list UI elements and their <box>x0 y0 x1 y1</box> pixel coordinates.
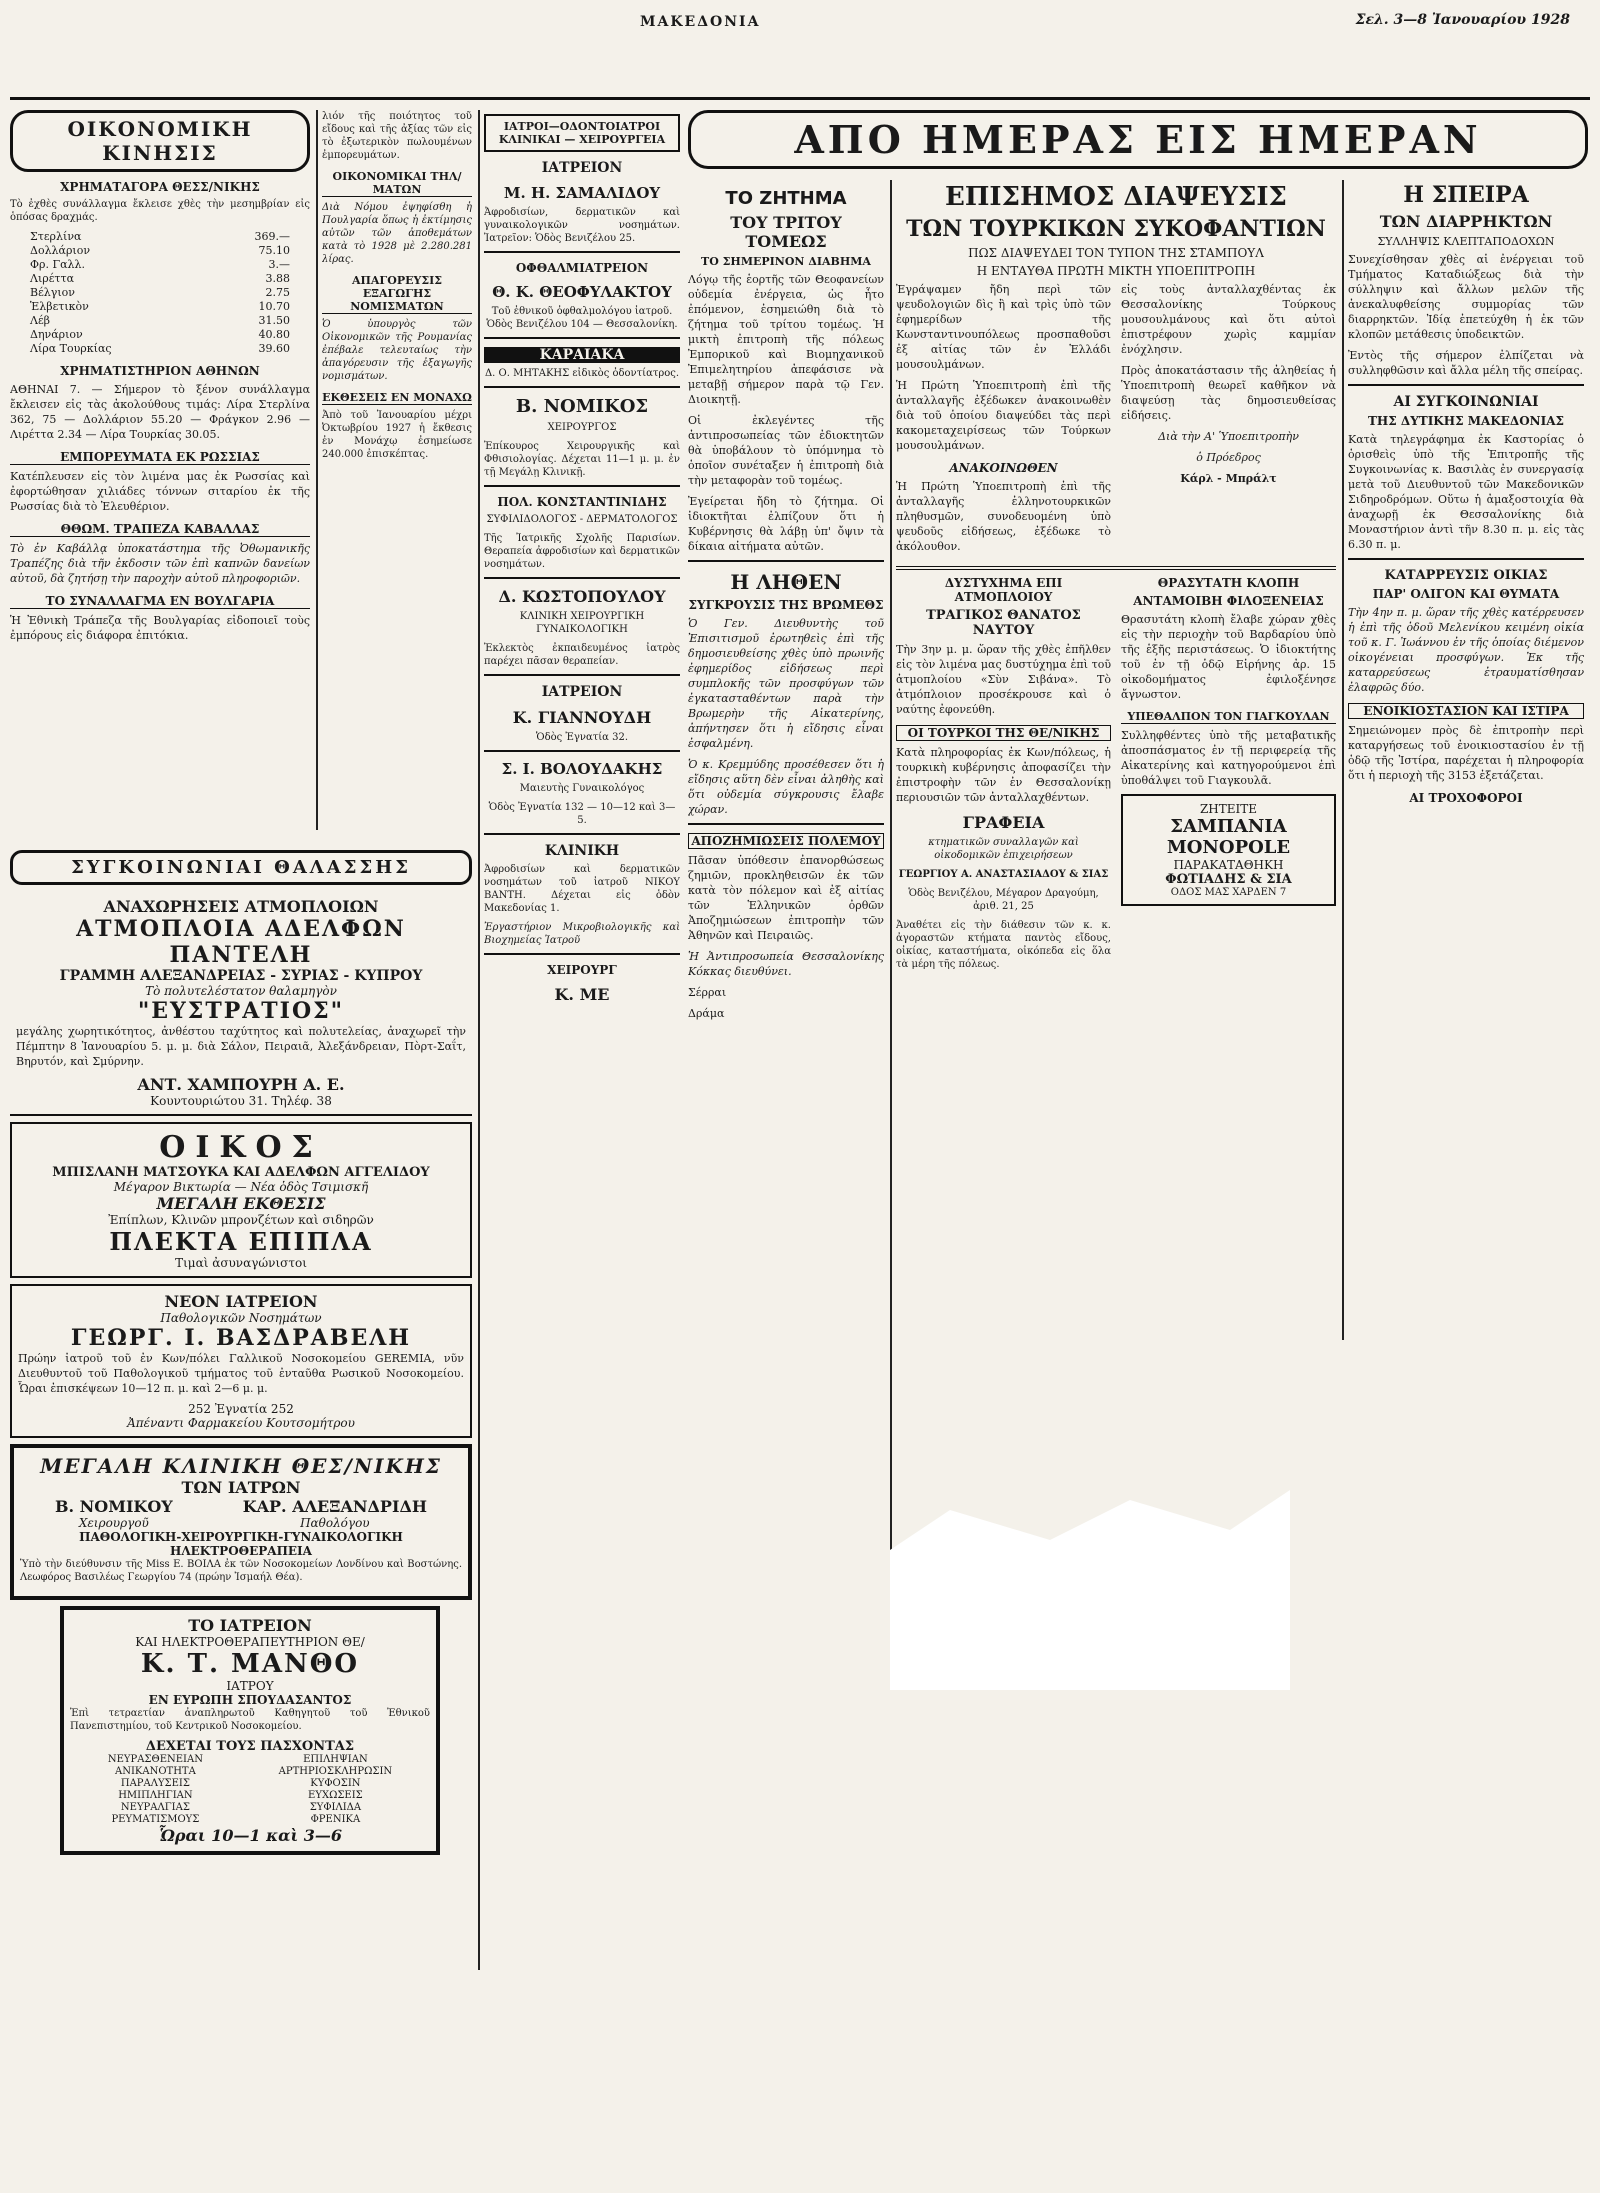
big-clinic-heading: ΜΕΓΑΛΗ ΚΛΙΝΙΚΗ ΘΕΣ/ΝΙΚΗΣ <box>40 1454 442 1478</box>
sign-line3: Κάρλ - Μπράλτ <box>1180 472 1277 485</box>
ship-heading2: ΤΡΑΓΙΚΟΣ ΘΑΝΑΤΟΣ ΝΑΥΤΟΥ <box>926 608 1081 638</box>
doc2-name: ΚΑΡ. ΑΛΕΞΑΝΔΡΙΔΗ <box>242 1497 427 1516</box>
konst-role: ΣΥΦΙΛΙΔΟΛΟΓΟΣ - ΔΕΡΜΑΤΟΛΟΓΟΣ <box>486 514 678 525</box>
gang-heading3: ΣΥΛΛΗΨΙΣ ΚΛΕΠΤΑΠΟΔΟΧΩΝ <box>1377 235 1555 248</box>
house-address: Μέγαρον Βικτωρία — Νέα ὁδὸς Τσιμισκῆ <box>113 1180 369 1194</box>
russia-text: Κατέπλευσεν εἰς τὸν λιμένα μας ἐκ Ρωσσίας καὶ ἐφορτώθησαν χιλιάδες τόννων σιταρίου ἐκ τῆς Ρωσσίας διὰ τὸ Ἐλευθέριον. <box>10 470 310 513</box>
gang-text1: Συνεχίσθησαν χθὲς αἱ ἐνέργειαι τοῦ Τμήματος Καταδιώξεως διὰ τὴν σύλληψιν καὶ ἄλλων μελῶν τῆς ἀνεκαλυφθείσης συμμορίας τῶν διαρρηκτῶν. Ἰδίᾳ ἐπετεύχθη ἡ ἐκ τῶν κλοπῶν μετάθεσις ὑποδεικτῶν. <box>1348 253 1584 341</box>
champ-4: ΦΩΤΙΑΔΗΣ & ΣΙΑ <box>1165 872 1292 887</box>
kosto-role: ΚΛΙΝΙΚΗ ΧΕΙΡΟΥΡΓΙΚΗ ΓΥΝΑΙΚΟΛΟΓΙΚΗ <box>519 611 645 635</box>
champ-2: MONOPOLE <box>1166 837 1291 858</box>
rate-row: Δηνάριον 40.80 <box>30 328 290 341</box>
collapse-heading2: ΠΑΡ' ΟΛΙΓΟΝ ΚΑΙ ΘΥΜΑΤΑ <box>1372 587 1560 601</box>
agency-heading: ΑΝΑΧΩΡΗΣΕΙΣ ΑΤΜΟΠΛΟΙΩΝ <box>103 897 379 916</box>
section-title-economy: ΟΙΚΟΝΟΜΙΚΗ ΚΙΝΗΣΙΣ <box>10 110 310 172</box>
big-clinic-specialties: ΠΑΘΟΛΟΓΙΚΗ-ΧΕΙΡΟΥΡΓΙΚΗ-ΓΥΝΑΙΚΟΛΟΓΙΚΗ ΗΛΕΚΤΡΟΘΕΡΑΠΕΙΑ <box>79 1530 403 1558</box>
ship-heading1: ΔΥΣΤΥΧΗΜΑ ΕΠΙ ΑΤΜΟΠΛΟΙΟΥ <box>944 576 1063 604</box>
manth-sub: ΚΑΙ ΗΛΕΚΤΡΟΘΕΡΑΠΕΥΤΗΡΙΟΝ ΘΕ/ <box>135 1635 365 1649</box>
market-intro: Τὸ ἐχθὲς συνάλλαγμα ἔκλεισε χθὲς τὴν μεσημβρίαν εἰς ὁπόσας δραχμάς. <box>10 199 310 223</box>
rent-heading: ΕΝΟΙΚΙΟΣΤΑΣΙΟΝ ΚΑΙ ΙΣΤΙΡΑ <box>1348 703 1584 719</box>
column-sector <box>688 180 884 1680</box>
new-clinic-name: ΓΕΩΡΓ. Ι. ΒΑΣΔΡΑΒΕΛΗ <box>70 1325 412 1351</box>
intro-text: λιόν τῆς ποιότητος τοῦ εἴδους καὶ τῆς ἀξίας τῶν εἰς τὸ ἐξωτερικὸν πωλουμένων ἐμπορευμάτων. <box>322 111 472 161</box>
sign-line2: ὁ Πρόεδρος <box>1196 451 1261 464</box>
offices-text: Ἀναθέτει εἰς τὴν διάθεσιν τῶν κ. κ. ἀγοραστῶν κτήματα παντὸς εἴδους, οἰκίας, καταστήματα, οἰκόπεδα εἰς ὅλα τὰ μέρη τῆς πόλεως. <box>896 920 1111 970</box>
war-text3: Σέρραι <box>688 986 727 999</box>
big-clinic-ad <box>10 1444 472 1600</box>
sector-heading1: ΤΟ ΖΗΤΗΜΑ <box>725 188 847 209</box>
denial-text1: Ἐγράψαμεν ἤδη περὶ τῶν ψευδολογιῶν δὶς ἢ καὶ τρὶς ὑπὸ τῶν ἐφημερίδων τῆς Κωνσταντινουπόλεως προσπαθοῦσι ἐξ αἰτίας τῶν ἐν Ἑλλάδι μουσουλμάνων. <box>896 283 1111 371</box>
champ-5: ΟΔΟΣ ΜΑΣ ΧΑΡΔΕΝ 7 <box>1170 887 1287 898</box>
denial-sub2: Η ΕΝΤΑΥΘΑ ΠΡΩΤΗ ΜΙΚΤΗ ΥΠΟΕΠΙΤΡΟΠΗ <box>976 264 1256 278</box>
agent-address: Κουντουριώτου 31. Τηλέφ. 38 <box>150 1094 332 1108</box>
ophth-heading: ΟΦΘΑΛΜΙΑΤΡΕΙΟΝ <box>515 261 649 275</box>
house-price: Τιμαὶ ἀσυναγώνιστοι <box>175 1256 307 1270</box>
volou-text: Ὁδὸς Ἐγνατία 132 — 10—12 καὶ 3—5. <box>488 802 676 826</box>
tram-heading: ΑΙ ΤΡΟΧΟΦΟΡΟΙ <box>1409 791 1523 805</box>
manth-heading: ΤΟ ΙΑΤΡΕΙΟΝ <box>188 1616 312 1635</box>
klinik-heading: ΚΛΙΝΙΚΗ <box>544 843 620 859</box>
daily-banner <box>688 110 1588 170</box>
market-heading: ΧΡΗΜΑΤΑΓΟΡΑ ΘΕΣΣ/ΝΙΚΗΣ <box>60 180 260 194</box>
champagne-ad <box>1121 794 1336 906</box>
volou-role: Μαιευτὴς Γυναικολόγος <box>519 783 645 794</box>
newspaper-page <box>10 10 1590 2183</box>
house-big: ΠΛΕΚΤΑ ΕΠΙΠΛΑ <box>109 1227 373 1256</box>
ophth-text: Τοῦ ἐθνικοῦ ὀφθαλμολόγου ἰατροῦ. Ὁδὸς Βενιζέλου 104 — Θεσσαλονίκη. <box>486 306 678 330</box>
new-clinic-ad <box>10 1284 472 1438</box>
collapse-text: Τὴν 4ην π. μ. ὥραν τῆς χθὲς κατέρρευσεν ἡ ἐπὶ τῆς ὁδοῦ Μελενίκου κειμένη οἰκία τοῦ κ. Γ. Ἰωάννου ἐν τῆς ὁποίας διέμενον οἰκογένειαι προσφύγων. Ἐκ τῆς καταρρεύσεως ἐτραυματίσθησαν ἐλαφρῶς δύο. <box>1348 606 1584 694</box>
manth-education: ΕΝ ΕΥΡΩΠΗ ΣΠΟΥΔΑΣΑΝΤΟΣ <box>148 1693 352 1707</box>
column-divider <box>1342 180 1344 1340</box>
sector-text1: Λόγῳ τῆς ἑορτῆς τῶν Θεοφανείων οὐδεμία ἐνέργεια, ὡς ἦτο ἐπόμενον, ἐσημειώθη διὰ τὸ ζήτημα τοῦ τρίτου τομέως. Ἡ μικτὴ ἐπιτροπὴ τῆς πόλεως Ἐμπορικοῦ καὶ Βιομηχανικοῦ Ἐπιμελητηρίου ἀπεφάσισε νὰ μεταβῇ σήμερον παρὰ τῷ Γεν. Διοικητῇ. <box>688 273 884 406</box>
gang-heading2: ΤΩΝ ΔΙΑΡΡΗΚΤΩΝ <box>1379 212 1553 231</box>
manth-hours: Ὧραι 10—1 καὶ 3—6 <box>157 1826 343 1845</box>
sector-heading3: ΤΟ ΣΗΜΕΡΙΝΟΝ ΔΙΑΒΗΜΑ <box>701 255 871 268</box>
issue-date: Σελ. 3—8 Ἰανουαρίου 1928 <box>1355 12 1570 28</box>
comm-heading1: ΑΙ ΣΥΓΚΟΙΝΩΝΙΑΙ <box>1393 394 1539 410</box>
bank-heading: ΘΘΩΜ. ΤΡΑΠΕΖΑ ΚΑΒΑΛΛΑΣ <box>10 522 310 537</box>
sea-heading: ΣΥΓΚΟΙΝΩΝΙΑΙ ΘΑΛΑΣΣΗΣ <box>10 850 472 885</box>
manth-name: Κ. Τ. ΜΑΝΘΟ <box>140 1649 360 1679</box>
forbid-text: Ὁ ὑπουργὸς τῶν Οἰκονομικῶν τῆς Ρουμανίας ἐπέβαλε τελευταίως τὴν ἀπαγόρευσιν τῆς ἐξαγωγῆς νομισμάτων. <box>322 319 472 382</box>
new-clinic-address: 252 Ἐγνατία 252 <box>188 1402 294 1416</box>
torn-paper-area <box>890 1490 1290 1690</box>
agency-ad <box>10 891 472 1116</box>
konst-name: ΠΟΛ. ΚΟΝΣΤΑΝΤΙΝΙΔΗΣ <box>497 495 667 509</box>
column-gang <box>1348 180 1584 1350</box>
lethe-heading2: ΣΥΓΚΡΟΥΣΙΣ ΤΗΣ ΒΡΩΜΕΘΣ <box>688 598 884 612</box>
big-clinic-doctors <box>20 1497 462 1530</box>
volou-name: Σ. Ι. ΒΟΛΟΥΔΑΚΗΣ <box>501 760 663 778</box>
daily-banner-title: ΑΠΟ ΗΜΕΡΑΣ ΕΙΣ ΗΜΕΡΑΝ <box>688 110 1588 169</box>
denial-text2: Ἡ Πρώτη Ὑποεπιτροπὴ ἐπὶ τῆς ἀνταλλαγῆς ἐξέδωκεν ἀνακοινωθὲν διὰ τοῦ ὁποίου διαψεύδει τὰς περὶ κακομεταχειρίσεως τῶν Τούρκων μουσουλμάνων. <box>896 379 1111 452</box>
lethe-heading1: Η ΛΗΘΕΝ <box>730 570 842 594</box>
rate-row: Λέβ 31.50 <box>30 314 290 327</box>
rate-row: Ἑλβετικὸν 10.70 <box>30 300 290 313</box>
suspect-text: Συλληφθέντες ὑπὸ τῆς μεταβατικῆς ἀποσπάσματος ἐν τῇ περιφερείᾳ τῆς Αἰκατερίνης καὶ κατηγορούμενοι ἐπὶ ὑποθάλψει τοῦ Γιαγκουλᾶ. <box>1121 729 1336 787</box>
house-title: ΟΙΚΟΣ <box>159 1130 323 1165</box>
ship-text: μεγάλης χωρητικότητος, ἀνθέστου ταχύτητος καὶ πολυτελείας, ἀναχωρεῖ τὴν Πέμπτην 8 Ἰανουαρίου 5. μ. μ. διὰ Σάλον, Πειραιᾶ, Ἀλεξάνδρειαν, Πὸρτ-Σαΐτ, Βηρυτόν, καὶ Σμύρνην. <box>16 1025 466 1068</box>
athens-heading: ΧΡΗΜΑΤΙΣΤΗΡΙΟΝ ΑΘΗΝΩΝ <box>60 364 260 378</box>
new-clinic-heading: ΝΕΟΝ ΙΑΤΡΕΙΟΝ <box>164 1292 318 1311</box>
nomikos-role: ΧΕΙΡΟΥΡΓΟΣ <box>547 422 617 433</box>
column-economy <box>10 110 310 830</box>
new-clinic-address2: Ἀπέναντι Φαρμακείου Κουτσομήτρου <box>127 1416 355 1430</box>
gang-text2: Ἐντὸς τῆς σήμερον ἐλπίζεται νὰ συλληφθῶσιν καὶ ἄλλα μέλη τῆς σπείρας. <box>1348 349 1584 377</box>
comm-text: Κατὰ τηλεγράφημα ἐκ Καστορίας ὁ ὁρισθεὶς ὑπὸ τῆς Ἐπιτροπῆς τῆς Συγκοινωνίας κ. Βασιλὰς ἐν συνεργασίᾳ μετὰ τοῦ Διευθυντοῦ τῶν Μακεδονικῶν Σιδηροδρόμων. Οὕτω ἡ ἀμαξοστοιχία θὰ ἀναχωρῇ ἐκ Θεσσαλονίκης διὰ Μοναστήριον ἀντὶ τῆν 8.30 π. μ. εἰς τὰς 6.30 π. μ. <box>1348 433 1584 551</box>
announce-heading: ΑΝΑΚΟΙΝΩΘΕΝ <box>949 461 1058 475</box>
lower-articles <box>896 576 1336 977</box>
turks-heading: ΟΙ ΤΟΥΡΚΟΙ ΤΗΣ ΘΕ/ΝΙΚΗΣ <box>896 725 1111 741</box>
theft-sub: ΑΝΤΑΜΟΙΒΗ ΦΙΛΟΞΕΝΕΙΑΣ <box>1133 594 1324 608</box>
war-text4: Δράμα <box>688 1007 725 1020</box>
lethe-text: Ὁ Γεν. Διευθυντὴς τοῦ Ἐπισιτισμοῦ ἐρωτηθεὶς ἐπὶ τῆς δημοσιευθείσης χθὲς ὑπὸ πρωινῆς ἐφημερίδος εἰδήσεως περὶ συμπλοκῆς τῶν προσφύγων τῶν ἐγκατασταθέντων παρὰ τὴν Βρωμερὴν τῆς Αἰκατερίνης, ἀπήντησεν ὅτι ἡ εἴδησις εἶναι ἐσφαλμένη. <box>688 617 884 750</box>
clinic1-name: Μ. Η. ΣΑΜΑΛΙΔΟΥ <box>503 184 661 202</box>
theft-text: Θρασυτάτη κλοπὴ ἔλαβε χώραν χθὲς εἰς τὴν περιοχὴν τοῦ Βαρδαρίου ὑπὸ τῆς ἑξῆς περιστάσεως. Ὁ ἰδιοκτήτης τοῦ ἐν τῇ ὁδῷ Εἰρήνης ἀρ. 15 οἰκοδομήματος ἐφιλοξένησε ἄγνωστον. <box>1121 613 1336 701</box>
column-economy-2 <box>322 110 472 830</box>
ship-text: Τὴν 3ην μ. μ. ὥραν τῆς χθὲς ἐπῆλθεν εἰς τὸν λιμένα μας δυστύχημα ἐπὶ τοῦ ἀτμοπλοίου «Σὺν Σιβάνα». Τὸ ἀτμόπλοιον προσέκρουσε καὶ ὁ ναύτης ἐφονεύθη. <box>896 643 1111 716</box>
surg-heading: ΧΕΙΡΟΥΡΓ <box>547 963 617 977</box>
big-clinic-sub: ΤΩΝ ΙΑΤΡΩΝ <box>181 1478 301 1497</box>
offices-heading: ΓΡΑΦΕΙΑ <box>962 813 1045 832</box>
clinic1-heading: ΙΑΤΡΕΙΟΝ <box>541 160 623 176</box>
manth-role: ΙΑΤΡΟΥ <box>226 1679 274 1693</box>
masthead <box>10 10 1590 100</box>
rate-row: Λίρα Τουρκίας 39.60 <box>30 342 290 355</box>
route: ΓΡΑΜΜΗ ΑΛΕΞΑΝΔΡΕΙΑΣ - ΣΥΡΙΑΣ - ΚΥΠΡΟΥ <box>59 968 423 984</box>
gian-name: Κ. ΓΙΑΝΝΟΥΔΗ <box>512 708 652 727</box>
denial-heading2: ΤΩΝ ΤΟΥΡΚΙΚΩΝ ΣΥΚΟΦΑΝΤΙΩΝ <box>906 216 1326 242</box>
denial-text3: Ἡ Πρώτη Ὑποεπιτροπὴ ἐπὶ τῆς ἀνταλλαγῆς ἐλληνοτουρκικῶν πληθυσμῶν, συνοδευομένη ὑπὸ ψευδοῦς εἰδήσεως, ἐξέδωκε τὸ ἀκόλουθον. <box>896 480 1111 553</box>
denial-body <box>896 282 1336 560</box>
war-text: Πᾶσαν ὑπόθεσιν ἐπανορθώσεως ζημιῶν, προκληθεισῶν ἐκ τῶν κατὰ τὸν πόλεμον καὶ ἐξ αἰτίας τῶν Ἑλληνικῶν ὀρθῶν Ἀποζημιώσεων ἐπιτροπὴν τῶν Ἀθηνῶν καὶ Πειραιῶς. <box>688 854 884 942</box>
manth-accepts: ΔΕΧΕΤΑΙ ΤΟΥΣ ΠΑΣΧΟΝΤΑΣ <box>145 1739 355 1754</box>
denial-text4: εἰς τοὺς ἀνταλλαχθέντας ἐκ Θεσσαλονίκης Τούρκους μουσουλμάνους καὶ ὅτι αὐτοὶ ἐπιστρέφουν χωρὶς καμμίαν ἐνόχλησιν. <box>1121 283 1336 356</box>
column-denial <box>896 180 1336 1510</box>
lethe-text2: Ὁ κ. Κρεμμύδης προσέθεσεν ὅτι ἡ εἴδησις αὕτη δὲν εἶναι ἀληθὴς καὶ ὅτι οὐδεμία σύγκρουσις ἔλαβε χώραν. <box>688 758 884 816</box>
rate-row: Στερλίνα 369.— <box>30 230 290 243</box>
rate-row: Δολλάριον 75.10 <box>30 244 290 257</box>
offices-address: Ὁδὸς Βενιζέλου, Μέγαρον Δραγούμη, ἀριθ. 21, 25 <box>908 888 1099 912</box>
suspect-heading: ΥΠΕΘΑΛΠΟΝ ΤΟΝ ΓΙΑΓΚΟΥΛΑΝ <box>1121 710 1336 724</box>
russia-heading: ΕΜΠΟΡΕΥΜΑΤΑ ΕΚ ΡΩΣΣΙΑΣ <box>10 450 310 465</box>
karaiak-text: Δ. Ο. ΜΗΤΑΚΗΣ εἰδικὸς ὀδοντίατρος. <box>484 368 680 379</box>
bulgaria-text: Ἡ Ἐθνικὴ Τράπεζα τῆς Βουλγαρίας εἰδοποιεῖ τοὺς ἐμπόρους εἰς διάφορα ἐπιτόκια. <box>10 614 310 642</box>
konst-text: Τῆς Ἰατρικῆς Σχολῆς Παρισίων. Θεραπεία ἀφροδισίων καὶ δερματικῶν νοσημάτων. <box>484 533 680 570</box>
new-clinic-sub: Παθολογικῶν Νοσημάτων <box>160 1311 322 1325</box>
denial-sub1: ΠΩΣ ΔΙΑΨΕΥΔΕΙ ΤΟΝ ΤΥΠΟΝ ΤΗΣ ΣΤΑΜΠΟΥΛ <box>968 246 1264 260</box>
monks-heading: ΕΚΘΕΣΕΙΣ ΕΝ ΜΟΝΑΧΩ <box>322 391 472 404</box>
offices-name: ΓΕΩΡΓΙΟΥ Α. ΑΝΑΣΤΑΣΙΑΔΟΥ & ΣΙΑΣ <box>898 869 1109 880</box>
econ-heading: ΟΙΚΟΝΟΜΙΚΑΙ ΤΗΛ/ΜΑΤΩΝ <box>322 170 472 197</box>
econ-text: Διὰ Νόμου ἐψηφίσθη ἡ Πουλγαρία ὅπως ἡ ἐκτίμησις αὐτῶν τῶν ἀποθεμάτων κατὰ τὸ 1928 μὲ 2.280.281 λίρας. <box>322 202 472 265</box>
karaiak-heading: ΚΑΡΑΙΑΚΑ <box>484 347 680 363</box>
doc1-role: Χειρουργοῦ <box>78 1516 149 1530</box>
doc1-name: Β. ΝΟΜΙΚΟΥ <box>55 1497 173 1516</box>
gian-heading: ΙΑΤΡΕΙΟΝ <box>541 684 623 700</box>
column-doctors <box>484 110 680 1810</box>
offices-sub: κτηματικῶν συναλλαγῶν καὶ οἰκοδομικῶν ἐπιχειρήσεων <box>928 837 1079 861</box>
turks-text: Κατὰ πληροφορίας ἐκ Κων/πόλεως, ἡ τουρκικὴ κυβέρνησις ἀποφασίζει τὴν ἐπιστροφὴν τῶν ἐν Θεσσαλονίκῃ περιουσιῶν τῶν ἀνταλλαχθέντων. <box>896 746 1111 804</box>
sector-heading2: ΤΟΥ ΤΡΙΤΟΥ ΤΟΜΕΩΣ <box>730 213 842 251</box>
champ-1: ΣΑΜΠΑΝΙΑ <box>1170 816 1287 837</box>
column-divider <box>316 110 318 830</box>
column-divider <box>890 180 892 1660</box>
gang-heading1: Η ΣΠΕΙΡΑ <box>1403 182 1529 208</box>
kosto-name: Δ. ΚΩΣΤΟΠΟΥΛΟΥ <box>498 587 666 606</box>
house-ad <box>10 1122 472 1278</box>
theft-heading: ΘΡΑΣΥΤΑΤΗ ΚΛΟΠΗ <box>1157 576 1300 590</box>
klinik-text: Ἀφροδισίων καὶ δερματικῶν νοσημάτων τοῦ ἰατροῦ ΝΙΚΟΥ ΒΑΝΤΗ. Δέχεται εἰς ὁδὸν Μακεδονίας 1. <box>484 864 680 914</box>
ship-intro: Τὸ πολυτελέστατον θαλαμηγὸν <box>145 984 337 998</box>
champ-pre: ΖΗΤΕΙΤΕ <box>1199 802 1258 816</box>
rate-row: Λιρέττα 3.88 <box>30 272 290 285</box>
kosto-text: Ἐκλεκτὸς ἐκπαιδευμένος ἰατρὸς παρέχει πᾶσαν θεραπείαν. <box>484 643 680 667</box>
ophth-name: Θ. Κ. ΘΕΟΦΥΛΑΚΤΟΥ <box>492 283 672 301</box>
rate-row: Φρ. Γαλλ. 3.— <box>30 258 290 271</box>
manth-text: Ἐπὶ τετραετίαν ἀναπληρωτοῦ Καθηγητοῦ τοῦ Ἐθνικοῦ Πανεπιστημίου, τοῦ Κεντρικοῦ Νοσοκομείου. <box>70 1708 430 1732</box>
sector-text2: Οἱ ἐκλεγέντες τῆς ἀντιπροσωπείας τῶν ἐδιοκτητῶν θὰ ὑποβάλουν τὸ ὑπόμνημα τὸ ὁποῖον συνέταξεν ἡ ἐπιτροπὴ διὰ τὴν μεταφορὰν τοῦ τομέως. <box>688 414 884 487</box>
agency-name: ΑΤΜΟΠΛΟΙΑ ΑΔΕΛΦΩΝ ΠΑΝΤΕΛΗ <box>76 916 406 968</box>
denial-text5: Πρὸς ἀποκατάστασιν τῆς ἀληθείας ἡ Ὑποεπιτροπὴ θεωρεῖ καθῆκον νὰ διαψεύσῃ τὰς δημοσιευθείσας εἰδήσεις. <box>1121 364 1336 422</box>
house-exhibition: ΜΕΓΑΛΗ ΕΚΘΕΣΙΣ <box>156 1194 326 1213</box>
bank-text: Τὸ ἐν Καβάλλᾳ ὑποκατάστημα τῆς Ὀθωμανικῆς Τραπέζης διὰ τῆν ἐκδοσιν τῶν ἐπὶ καπνῶν δανείων αὐτοῦ, δὰ ζητήσῃ τὴν παροχὴν αὐτοῦ πληροφοριῶν. <box>10 542 310 585</box>
bulgaria-heading: ΤΟ ΣΥΝΑΛΛΑΓΜΑ ΕΝ ΒΟΥΛΓΑΡΙΑ <box>10 594 310 609</box>
champ-3: ΠΑΡΑΚΑΤΑΘΗΚΗ <box>1173 858 1284 872</box>
nomikos-text: Ἐπίκουρος Χειρουργικῆς καὶ Φθισιολογίας. Δέχεται 11—1 μ. μ. ἐν τῇ Μεγάλῃ Κλινικῇ. <box>484 441 680 478</box>
manth-conditions: ΝΕΥΡΑΣΘΕΝΕΙΑΝ ΑΝΙΚΑΝΟΤΗΤΑ ΠΑΡΑΛΥΣΕΙΣ ΗΜΙΠΛΗΓΙΑΝ ΝΕΥΡΑΛΓΙΑΣ ΡΕΥΜΑΤΙΣΜΟΥΣ ΕΠΙΛΗΨΙΑΝ ΑΡΤΗΡΙΟΣΚΛΗΡΩΣΙΝ ΚΥΦΟΣΙΝ ΕΥΧΩΣΕΙΣ ΣΥΦΙΛΙΔΑ ΦΡΕΝΙΚΑ <box>107 1754 393 1825</box>
rent-text: Σημειώνομεν πρὸς δὲ ἐπιτροπὴν περὶ καταργήσεως τοῦ ἐνοικιοστασίου ἐν τῇ ὁδῷ τῆς Ἰστίρα, παρέχεται ἡ πληροφορία ὅτι ἡ περιοχὴ τῆς 3153 ἐξετάζεται. <box>1348 724 1584 782</box>
athens-text: ΑΘΗΝΑΙ 7. — Σήμερον τὸ ξένον συνάλλαγμα ἔκλεισεν εἰς τὰς ἀκολούθους τιμάς: Λίρα Στερλίνα 362, 75 — Δολλάριον 55.20 — Φράγκον 2.96 — Λιρέττα 2.34 — Λίρα Τουρκίας 30.05. <box>10 383 310 441</box>
nomikos-name: Β. ΝΟΜΙΚΟΣ <box>515 396 649 417</box>
ads-left <box>10 850 472 2160</box>
monks-text: Ἀπὸ τοῦ Ἰανουαρίου μέχρι Ὀκτωβρίου 1927 ἡ ἔκθεσις ἐν Μονάχῳ ἐσημείωσε 240.000 ἐπισκέπτας. <box>322 410 472 460</box>
comm-heading2: ΤΗΣ ΔΥΤΙΚΗΣ ΜΑΚΕΔΟΝΙΑΣ <box>1367 414 1565 428</box>
sector-text3: Ἐγείρεται ἤδη τὸ ζήτημα. Οἱ ἰδιοκτῆται ἐλπίζουν ὅτι ἡ Κυβέρνησις θὰ λάβῃ ὑπ' ὄψιν τὰ δίκαια αἰτήματα αὐτῶν. <box>688 495 884 553</box>
rate-row: Βέλγιον 2.75 <box>30 286 290 299</box>
new-clinic-text: Πρώην ἰατροῦ τοῦ ἐν Κων/πόλει Γαλλικοῦ Νοσοκομείου GEREMIA, νῦν Διευθυντοῦ τοῦ Παθολογικοῦ τμήματος τοῦ ἐνταῦθα Ρωσικοῦ Νοσοκομείου. Ὧραι ἐπισκέψεων 10—12 π. μ. καὶ 2—6 μ. μ. <box>18 1352 464 1395</box>
denial-heading1: ΕΠΙΣΗΜΟΣ ΔΙΑΨΕΥΣΙΣ <box>945 182 1287 212</box>
paper-name: ΜΑΚΕΔΟΝΙΑ <box>640 14 761 30</box>
collapse-heading1: ΚΑΤΑΡΡΕΥΣΙΣ ΟΙΚΙΑΣ <box>1384 568 1548 583</box>
doc2-role: Παθολόγου <box>300 1516 370 1530</box>
column-divider <box>478 110 480 1970</box>
rates-list <box>10 230 310 356</box>
agent-name: ΑΝΤ. ΧΑΜΠΟΥΡΗ Α. Ε. <box>137 1075 345 1094</box>
ship-name: "ΕΥΣΤΡΑΤΙΟΣ" <box>137 998 345 1024</box>
lab-text: Ἐργαστήριον Μικροβιολογικῆς καὶ Βιοχημείας Ἰατροῦ <box>484 922 680 946</box>
manth-ad <box>60 1606 440 1855</box>
clinic1-text: Ἀφροδισίων, δερματικῶν καὶ γυναικολογικῶν νοσημάτων. Ἰατρεῖον: Ὁδὸς Βενιζέλου 25. <box>484 207 680 244</box>
war-text2: Ἡ Ἀντιπροσωπεία Θεσσαλονίκης Κόκκας διευθύνει. <box>688 950 884 978</box>
gian-text: Ὁδὸς Ἐγνατία 32. <box>535 732 629 743</box>
war-heading: ΑΠΟΖΗΜΙΩΣΕΙΣ ΠΟΛΕΜΟΥ <box>688 833 884 849</box>
surg-name: Κ. ΜΕ <box>554 985 610 1004</box>
house-text: Ἐπίπλων, Κλινῶν μπρονζέτων καὶ σιδηρῶν <box>108 1213 374 1227</box>
forbid-heading: ΑΠΑΓΟΡΕΥΣΙΣ ΕΞΑΓΩΓΗΣ ΝΟΜΙΣΜΑΤΩΝ <box>322 274 472 314</box>
house-name: ΜΠΙΣΛΑΝΗ ΜΑΤΣΟΥΚΑ ΚΑΙ ΑΔΕΛΦΩΝ ΑΓΓΕΛΙΔΟΥ <box>52 1165 430 1180</box>
sign-line1: Διὰ τὴν Α' Ὑποεπιτροπὴν <box>1158 430 1299 443</box>
doctors-box-heading: ΙΑΤΡΟΙ—ΟΔΟΝΤΟΙΑΤΡΟΙ ΚΛΙΝΙΚΑΙ — ΧΕΙΡΟΥΡΓΕΙΑ <box>484 114 680 152</box>
big-clinic-text: Ὑπὸ τὴν διεύθυνσιν τῆς Miss Ε. ΒΟΙΛΑ ἐκ τῶν Νοσοκομείων Λονδίνου καὶ Βοστώνης. Λεωφόρος Βασιλέως Γεωργίου 74 (πρώην Ἰσμαήλ Θέα). <box>20 1559 462 1583</box>
